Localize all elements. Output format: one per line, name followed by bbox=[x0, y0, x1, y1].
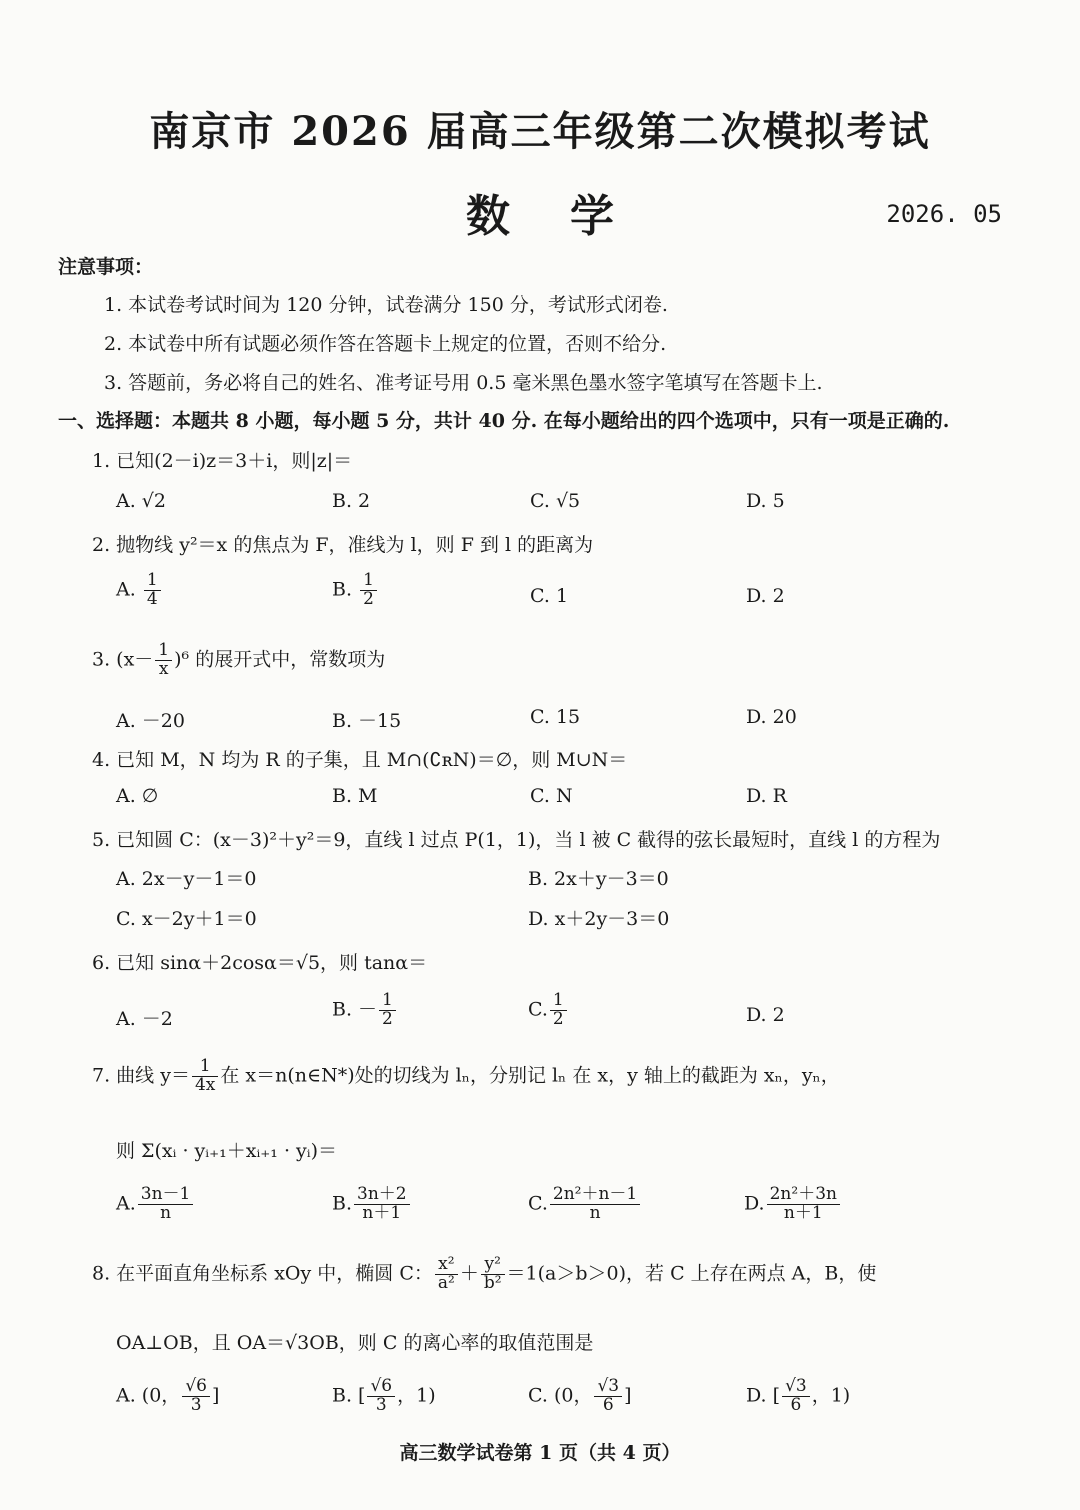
note-item: 1. 本试卷考试时间为 120 分钟，试卷满分 150 分，考试形式闭卷. bbox=[104, 294, 668, 316]
q3-stem-pre: 3. (x－ bbox=[92, 648, 154, 671]
q1-option-b: B. 2 bbox=[332, 490, 371, 512]
q6-option-b bbox=[332, 992, 398, 1029]
q2-option-a-label: A. bbox=[116, 578, 136, 601]
q8-option-a-label: A. (0， bbox=[116, 1384, 181, 1407]
q6-option-b-fraction bbox=[379, 992, 396, 1029]
numerator: 1 bbox=[379, 992, 396, 1011]
q5-option-a: A. 2x－y－1＝0 bbox=[116, 868, 257, 890]
numerator: x² bbox=[435, 1256, 458, 1275]
denominator: 3 bbox=[375, 1394, 387, 1415]
question-3-stem bbox=[92, 642, 385, 679]
q7-stem-post: 在 x＝n(n∈N*)处的切线为 lₙ，分别记 lₙ 在 x，y 轴上的截距为 xₙ，yₙ， bbox=[220, 1064, 840, 1087]
q8-option-b-fraction bbox=[367, 1378, 395, 1415]
q1-option-d: D. 5 bbox=[746, 490, 785, 512]
q8-fraction-x bbox=[435, 1256, 458, 1293]
question-7-stem bbox=[92, 1058, 840, 1095]
q1-option-c: C. √5 bbox=[530, 490, 581, 512]
q6-option-a: A. －2 bbox=[116, 1008, 173, 1030]
q7-option-a-fraction bbox=[138, 1186, 194, 1223]
q7-option-d bbox=[744, 1186, 842, 1223]
denominator: 2 bbox=[382, 1008, 393, 1029]
q3-option-c: C. 15 bbox=[530, 706, 581, 728]
denominator: 4x bbox=[194, 1074, 216, 1095]
q8-option-c: C. (0， $\frac{√3}{6}$ ] bbox=[528, 1376, 632, 1415]
exam-date: 2026. 05 bbox=[886, 200, 1002, 228]
q7-option-a bbox=[116, 1186, 195, 1223]
numerator: 3n＋2 bbox=[354, 1186, 410, 1205]
note-item: 2. 本试卷中所有试题必须作答在答题卡上规定的位置，否则不给分. bbox=[104, 333, 667, 355]
q4-option-a: A. ∅ bbox=[116, 785, 159, 807]
q3-option-d: D. 20 bbox=[746, 706, 797, 728]
q8-stem-pre: 8. 在平面直角坐标系 xOy 中，椭圆 C： bbox=[92, 1262, 433, 1285]
q3-stem-post: )⁶ 的展开式中，常数项为 bbox=[174, 648, 386, 671]
numerator: y² bbox=[481, 1256, 505, 1275]
q7-option-c-fraction bbox=[550, 1186, 640, 1223]
q7-option-b-fraction bbox=[354, 1186, 410, 1223]
denominator: n＋1 bbox=[783, 1202, 823, 1223]
q8-option-d-label: D. [ bbox=[746, 1384, 781, 1407]
question-2-stem: 2. 抛物线 y²＝x 的焦点为 F，准线为 l，则 F 到 l 的距离为 bbox=[92, 534, 594, 556]
numerator: 1 bbox=[550, 992, 567, 1011]
q2-option-b-fraction bbox=[360, 572, 377, 609]
q2-option-d: D. 2 bbox=[746, 585, 785, 607]
numerator: 1 bbox=[155, 642, 172, 661]
q8-option-b-label: B. [ bbox=[332, 1384, 366, 1407]
q7-stem-pre: 7. 曲线 y＝ bbox=[92, 1064, 190, 1087]
q7-option-d-fraction bbox=[767, 1186, 840, 1223]
question-4-stem: 4. 已知 M，N 均为 R 的子集，且 M∩(∁ʀN)＝∅，则 M∪N＝ bbox=[92, 749, 628, 771]
question-8-stem: 8. 在平面直角坐标系 xOy 中，椭圆 C： $\frac{\text{x²}}{\text{a²}}$ ＋ $\frac{\text{y²}}{\text{b²}}$ ＝1(a＞b＞0)，若 C 上存在两点 A，B，使 bbox=[92, 1254, 877, 1293]
q6-option-b-label: B. － bbox=[332, 998, 378, 1021]
numerator: √3 bbox=[782, 1378, 810, 1397]
numerator: 3n－1 bbox=[138, 1186, 194, 1205]
q8-fraction-y bbox=[481, 1256, 505, 1293]
q3-option-b: B. －15 bbox=[332, 710, 402, 732]
q7-option-d-label: D. bbox=[744, 1192, 765, 1215]
q4-option-b: B. M bbox=[332, 785, 378, 807]
notes-heading: 注意事项： bbox=[58, 256, 154, 278]
q1-option-a: A. √2 bbox=[116, 490, 166, 512]
q7-option-b bbox=[332, 1186, 412, 1223]
denominator: 6 bbox=[790, 1394, 802, 1415]
q6-option-d: D. 2 bbox=[746, 1004, 785, 1026]
q6-option-c bbox=[528, 992, 569, 1029]
q5-option-d: D. x＋2y－3＝0 bbox=[528, 908, 670, 930]
q8-stem-post: ＝1(a＞b＞0)，若 C 上存在两点 A，B，使 bbox=[506, 1262, 877, 1285]
denominator: 4 bbox=[146, 588, 158, 609]
question-6-stem: 6. 已知 sinα＋2cosα＝√5，则 tanα＝ bbox=[92, 952, 428, 974]
note-item: 3. 答题前，务必将自己的姓名、准考证号用 0.5 毫米黑色墨水签字笔填写在答题卡上. bbox=[104, 372, 823, 394]
q8-option-a-fraction bbox=[182, 1378, 210, 1415]
q8-option-d: D. [ $\frac{√3}{6}$ ，1) bbox=[746, 1376, 851, 1415]
subject-title: 数学 bbox=[466, 191, 674, 242]
q2-option-c: C. 1 bbox=[530, 585, 569, 607]
q5-option-b: B. 2x＋y－3＝0 bbox=[528, 868, 669, 890]
q2-option-b bbox=[332, 572, 379, 609]
q8-option-c-fraction bbox=[594, 1378, 622, 1415]
q5-option-c: C. x－2y＋1＝0 bbox=[116, 908, 257, 930]
denominator: n＋1 bbox=[362, 1202, 402, 1223]
question-7-line2: 则 Σ(xᵢ · yᵢ₊₁＋xᵢ₊₁ · yᵢ)＝ bbox=[116, 1140, 338, 1162]
numerator: 1 bbox=[360, 572, 377, 591]
q8-option-b: B. [ $\frac{√6}{3}$ ，1) bbox=[332, 1376, 436, 1415]
numerator: 2n²＋n－1 bbox=[550, 1186, 640, 1205]
q3-fraction bbox=[155, 642, 172, 679]
denominator: a² bbox=[437, 1272, 455, 1293]
q3-option-a: A. －20 bbox=[116, 710, 185, 732]
q2-option-b-label: B. bbox=[332, 578, 353, 601]
numerator: √6 bbox=[182, 1378, 210, 1397]
denominator: n bbox=[160, 1202, 172, 1223]
question-1-stem: 1. 已知(2－i)z＝3＋i，则|z|＝ bbox=[92, 450, 353, 472]
numerator: 1 bbox=[144, 572, 161, 591]
q6-option-c-fraction bbox=[550, 992, 567, 1029]
exam-title: 南京市 2026 届高三年级第二次模拟考试 bbox=[149, 108, 931, 155]
q7-option-c-label: C. bbox=[528, 1192, 548, 1215]
q2-option-a-fraction bbox=[144, 572, 161, 609]
q7-option-c bbox=[528, 1186, 642, 1223]
denominator: 2 bbox=[552, 1008, 564, 1029]
q7-option-a-label: A. bbox=[116, 1192, 136, 1215]
q7-fraction bbox=[192, 1058, 218, 1095]
section-heading: 一、选择题：本题共 8 小题，每小题 5 分，共计 40 分. 在每小题给出的四个选项中，只有一项是正确的. bbox=[58, 410, 950, 432]
numerator: 2n²＋3n bbox=[767, 1186, 840, 1205]
q8-option-a: A. (0， $\frac{√6}{3}$ ] bbox=[116, 1376, 220, 1415]
numerator: 1 bbox=[192, 1058, 218, 1077]
question-8-line2: OA⊥OB，且 OA＝√3OB，则 C 的离心率的取值范围是 bbox=[116, 1332, 594, 1354]
q2-option-a bbox=[116, 572, 163, 609]
q4-option-c: C. N bbox=[530, 785, 573, 807]
denominator: n bbox=[589, 1202, 601, 1223]
q8-option-c-label: C. (0， bbox=[528, 1384, 593, 1407]
q6-option-c-label: C. bbox=[528, 998, 548, 1021]
numerator: √6 bbox=[367, 1378, 395, 1397]
question-5-stem: 5. 已知圆 C：(x－3)²＋y²＝9，直线 l 过点 P(1，1)，当 l 被 C 截得的弦长最短时，直线 l 的方程为 bbox=[92, 829, 941, 851]
denominator: 6 bbox=[602, 1394, 614, 1415]
denominator: 2 bbox=[363, 588, 374, 609]
numerator: √3 bbox=[594, 1378, 622, 1397]
denominator: 3 bbox=[190, 1394, 202, 1415]
q4-option-d: D. R bbox=[746, 785, 787, 807]
denominator: b² bbox=[483, 1272, 502, 1293]
page-footer: 高三数学试卷第 1 页（共 4 页） bbox=[399, 1442, 681, 1464]
q8-option-d-fraction bbox=[782, 1378, 810, 1415]
q7-option-b-label: B. bbox=[332, 1192, 353, 1215]
denominator: x bbox=[158, 658, 169, 679]
